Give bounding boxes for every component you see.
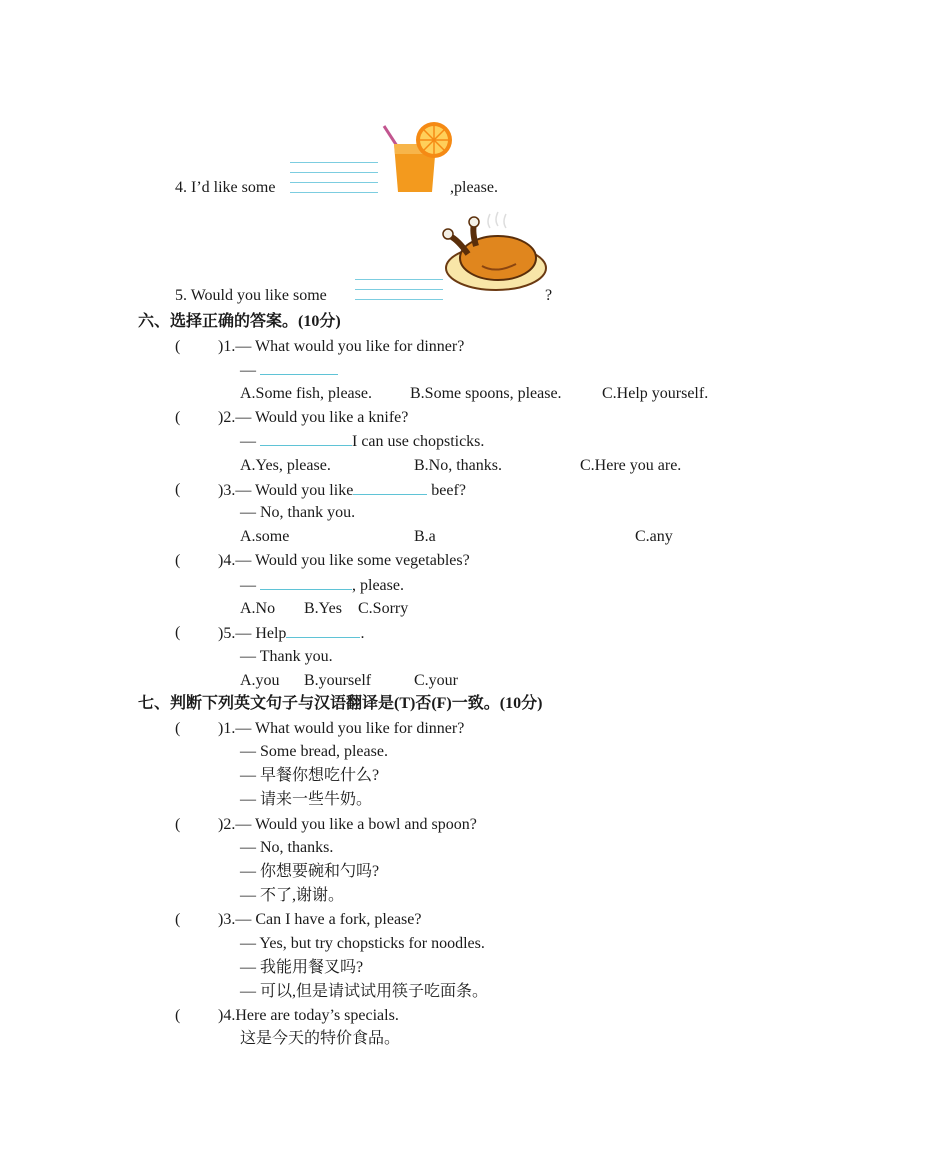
roast-chicken-icon [442, 210, 550, 294]
question-text: )1.— What would you like for dinner? [218, 720, 465, 737]
option: B.No, thanks. [414, 457, 502, 474]
question-text: )3.— Would you like beef? [218, 482, 466, 499]
option: A.you [240, 672, 280, 689]
answer-paren[interactable]: ( [175, 816, 181, 833]
option: C.Here you are. [580, 457, 682, 474]
fill-item-5-suffix: ? [545, 287, 553, 304]
answer-line: — No, thank you. [240, 504, 356, 521]
answer-paren[interactable]: ( [175, 1007, 181, 1024]
option: B.Some spoons, please. [410, 385, 562, 402]
dialogue-line: — Some bread, please. [240, 743, 388, 760]
option: C.Help yourself. [602, 385, 709, 402]
dialogue-line: — 我能用餐叉吗? [240, 959, 364, 976]
option: B.yourself [304, 672, 372, 689]
section6-title: 六、选择正确的答案。(10分) [138, 313, 341, 330]
fill-item-5: 5. Would you like some [175, 287, 327, 304]
option: A.Yes, please. [240, 457, 331, 474]
blank[interactable] [260, 431, 352, 446]
answer-paren[interactable]: ( [175, 338, 181, 355]
dialogue-line: — 你想要碗和勺吗? [240, 863, 380, 880]
answer-paren[interactable]: ( [175, 552, 181, 569]
answer-paren[interactable]: ( [175, 624, 181, 641]
option: C.your [414, 672, 458, 689]
writing-lines [290, 162, 378, 202]
dialogue-line: — 请来一些牛奶。 [240, 791, 373, 808]
dialogue-line: — 可以,但是请试试用筷子吃面条。 [240, 983, 489, 1000]
option: C.any [635, 528, 673, 545]
blank[interactable] [353, 480, 427, 495]
answer-line: — [240, 360, 338, 381]
question-text: )4.Here are today’s specials. [218, 1007, 399, 1024]
answer-line: — I can use chopsticks. [240, 433, 485, 450]
fill-item-4-suffix: ,please. [450, 179, 498, 196]
option: B.a [414, 528, 436, 545]
answer-line: — , please. [240, 577, 404, 594]
dialogue-line: — 不了,谢谢。 [240, 887, 345, 904]
dialogue-line: — 早餐你想吃什么? [240, 767, 380, 784]
answer-paren[interactable]: ( [175, 409, 181, 426]
answer-paren[interactable]: ( [175, 720, 181, 737]
section7-title: 七、判断下列英文句子与汉语翻译是(T)否(F)一致。(10分) [138, 695, 543, 712]
dialogue-line: — No, thanks. [240, 839, 334, 856]
question-text: )2.— Would you like a bowl and spoon? [218, 816, 477, 833]
blank[interactable] [260, 360, 338, 375]
dialogue-line: — Yes, but try chopsticks for noodles. [240, 935, 485, 952]
question-text: )3.— Can I have a fork, please? [218, 911, 422, 928]
answer-paren[interactable]: ( [175, 481, 181, 498]
option: C.Sorry [358, 600, 409, 617]
question-text: )1.— What would you like for dinner? [218, 338, 465, 355]
question-text: )2.— Would you like a knife? [218, 409, 409, 426]
option: A.No [240, 600, 276, 617]
blank[interactable] [260, 575, 352, 590]
dialogue-line: 这是今天的特价食品。 [240, 1030, 401, 1047]
writing-lines [355, 279, 443, 300]
option: B.Yes [304, 600, 342, 617]
question-text: )5.— Help . [218, 625, 365, 642]
orange-juice-icon [380, 118, 456, 196]
option: A.some [240, 528, 290, 545]
answer-paren[interactable]: ( [175, 911, 181, 928]
option: A.Some fish, please. [240, 385, 372, 402]
answer-line: — Thank you. [240, 648, 333, 665]
fill-item-4: 4. I’d like some [175, 179, 276, 196]
blank[interactable] [286, 623, 360, 638]
question-text: )4.— Would you like some vegetables? [218, 552, 470, 569]
